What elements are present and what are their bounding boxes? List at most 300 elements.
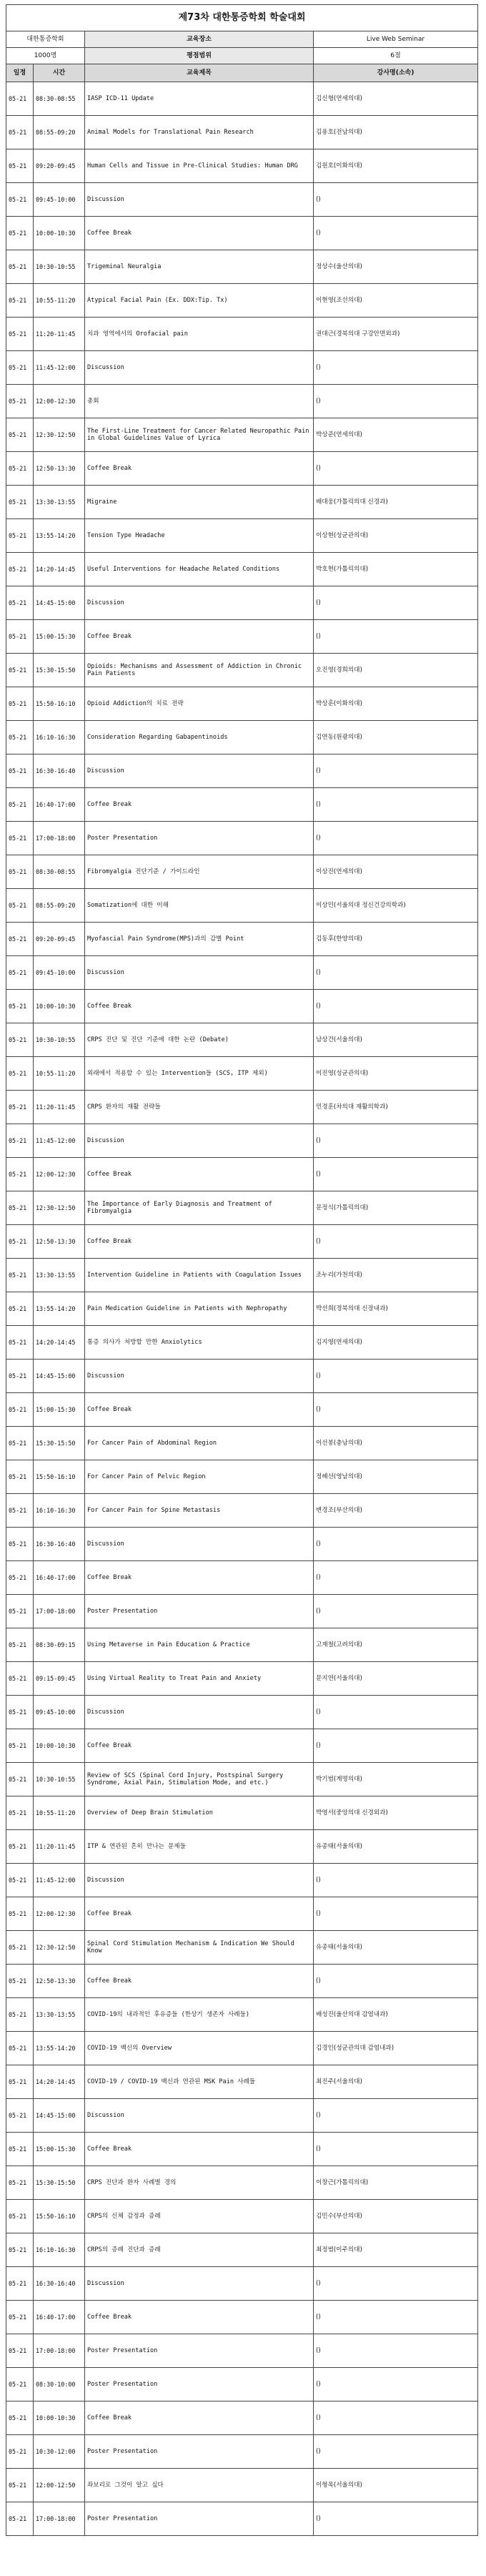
row-time: 09:20-09:45	[34, 149, 85, 183]
row-date: 05-21	[6, 418, 34, 452]
row-title: COVID-19 / COVID-19 백신과 연관된 MSK Pain 사례들	[85, 2065, 314, 2099]
row-time: 10:55-11:20	[34, 1057, 85, 1091]
row-date: 05-21	[6, 1965, 34, 1998]
row-speaker: ()	[314, 2435, 478, 2469]
row-speaker: ()	[314, 2402, 478, 2435]
table-row	[6, 1326, 478, 1360]
row-time: 16:30-16:40	[34, 2267, 85, 2301]
place-label: 교육장소	[85, 31, 314, 48]
row-date: 05-21	[6, 250, 34, 284]
row-speaker: 이상민(서울의대 정신건강의학과)	[314, 889, 478, 923]
row-time: 14:45-15:00	[34, 586, 85, 620]
row-time: 11:45-12:00	[34, 1124, 85, 1158]
row-title: Coffee Break	[85, 452, 314, 486]
row-time: 13:55-14:20	[34, 2032, 85, 2065]
row-speaker: 문정식(가톨릭의대)	[314, 1191, 478, 1225]
row-title: CRPS 진단과 환자 사례별 경의	[85, 2166, 314, 2200]
row-date: 05-21	[6, 1057, 34, 1091]
row-speaker: 오진영(경희의대)	[314, 654, 478, 687]
row-title: 통증 의사가 처방할 만한 Anxiolytics	[85, 1326, 314, 1360]
row-title: Tension Type Headache	[85, 519, 314, 553]
table-row	[6, 2267, 478, 2301]
table-row	[6, 2032, 478, 2065]
row-title: CRPS의 증례 진단과 증례	[85, 2233, 314, 2267]
row-date: 05-21	[6, 754, 34, 788]
row-date: 05-21	[6, 1696, 34, 1729]
row-time: 08:55-09:20	[34, 116, 85, 149]
row-date: 05-21	[6, 788, 34, 822]
row-date: 05-21	[6, 2502, 34, 2536]
header-time: 시간	[34, 64, 85, 82]
table-row	[6, 2435, 478, 2469]
row-speaker: 박호현(가톨릭의대)	[314, 553, 478, 586]
row-date: 05-21	[6, 1023, 34, 1057]
row-date: 05-21	[6, 1393, 34, 1427]
row-time: 12:00-12:30	[34, 385, 85, 418]
table-row	[6, 1965, 478, 1998]
table-row	[6, 1696, 478, 1729]
row-title: Coffee Break	[85, 1965, 314, 1998]
row-title: Discussion	[85, 1124, 314, 1158]
row-time: 11:20-11:45	[34, 318, 85, 351]
table-row	[6, 217, 478, 250]
row-time: 16:40-17:00	[34, 2301, 85, 2334]
row-speaker: 유종태(서울의대)	[314, 1931, 478, 1965]
table-row	[6, 1091, 478, 1124]
table-row	[6, 183, 478, 217]
row-time: 08:30-08:55	[34, 855, 85, 889]
row-speaker: 박상훈(이화의대)	[314, 687, 478, 721]
row-title: Discussion	[85, 1696, 314, 1729]
table-row	[6, 2368, 478, 2402]
row-time: 15:50-16:10	[34, 687, 85, 721]
row-title: The First-Line Treatment for Cancer Related Neuropathic Pain in Global Guidelines Value of Lyrica	[85, 418, 314, 452]
row-speaker: ()	[314, 1965, 478, 1998]
row-date: 05-21	[6, 2368, 34, 2402]
row-time: 13:30-13:55	[34, 1259, 85, 1292]
row-title: Review of SCS (Spinal Cord Injury, Postspinal Surgery Syndrome, Axial Pain, Stimulation Mode, and etc.)	[85, 1763, 314, 1796]
row-date: 05-21	[6, 1528, 34, 1561]
row-title: CRPS 진단 및 진단 기준에 대한 논란 (Debate)	[85, 1023, 314, 1057]
row-date: 05-21	[6, 385, 34, 418]
row-title: Poster Presentation	[85, 2435, 314, 2469]
row-time: 15:30-15:50	[34, 654, 85, 687]
row-title: 총회	[85, 385, 314, 418]
table-row	[6, 1595, 478, 1628]
row-date: 05-21	[6, 2402, 34, 2435]
row-time: 12:30-12:50	[34, 418, 85, 452]
row-time: 09:45-10:00	[34, 183, 85, 217]
row-title: Coffee Break	[85, 2301, 314, 2334]
row-date: 05-21	[6, 183, 34, 217]
row-time: 16:40-17:00	[34, 788, 85, 822]
row-date: 05-21	[6, 1326, 34, 1360]
table-row	[6, 990, 478, 1023]
row-title: Discussion	[85, 754, 314, 788]
row-time: 10:55-11:20	[34, 1796, 85, 1830]
row-title: Poster Presentation	[85, 822, 314, 855]
row-speaker: ()	[314, 620, 478, 654]
table-header	[6, 64, 478, 82]
table-row	[6, 519, 478, 553]
table-row	[6, 1057, 478, 1091]
row-speaker: 이형목(서울의대)	[314, 2469, 478, 2502]
row-date: 05-21	[6, 2469, 34, 2502]
table-row	[6, 452, 478, 486]
table-row	[6, 2133, 478, 2166]
row-date: 05-21	[6, 1124, 34, 1158]
row-time: 08:30-10:00	[34, 2368, 85, 2402]
table-row	[6, 822, 478, 855]
table-row	[6, 1796, 478, 1830]
row-time: 11:20-11:45	[34, 1830, 85, 1864]
row-time: 16:30-16:40	[34, 754, 85, 788]
row-title: Coffee Break	[85, 1393, 314, 1427]
row-title: For Cancer Pain of Pelvic Region	[85, 1460, 314, 1494]
row-date: 05-21	[6, 82, 34, 116]
row-date: 05-21	[6, 149, 34, 183]
row-title: Discussion	[85, 1360, 314, 1393]
row-date: 05-21	[6, 1091, 34, 1124]
row-speaker: 변경조(부산의대)	[314, 1494, 478, 1528]
row-time: 13:30-13:55	[34, 486, 85, 519]
row-speaker: ()	[314, 2099, 478, 2133]
schedule-table	[6, 4, 478, 2536]
row-date: 05-21	[6, 1830, 34, 1864]
row-speaker: ()	[314, 822, 478, 855]
row-time: 08:55-09:20	[34, 889, 85, 923]
table-row	[6, 1998, 478, 2032]
row-speaker: 김신형(연세의대)	[314, 82, 478, 116]
row-title: Coffee Break	[85, 2402, 314, 2435]
row-date: 05-21	[6, 1763, 34, 1796]
row-speaker: 이상진(연세의대)	[314, 855, 478, 889]
row-title: Discussion	[85, 956, 314, 990]
row-date: 05-21	[6, 1729, 34, 1763]
row-date: 05-21	[6, 1864, 34, 1897]
table-row	[6, 1628, 478, 1662]
row-time: 16:40-17:00	[34, 1561, 85, 1595]
row-time: 17:00-18:00	[34, 1595, 85, 1628]
row-title: CRPS의 신체 감정과 증례	[85, 2200, 314, 2233]
row-speaker: ()	[314, 1696, 478, 1729]
row-title: Trigeminal Neuralgia	[85, 250, 314, 284]
table-row	[6, 2334, 478, 2368]
table-row	[6, 2200, 478, 2233]
row-title: Pain Medication Guideline in Patients with Nephropathy	[85, 1292, 314, 1326]
header-date: 일정	[6, 64, 34, 82]
row-date: 05-21	[6, 1360, 34, 1393]
row-time: 17:00-18:00	[34, 2502, 85, 2536]
row-time: 11:45-12:00	[34, 1864, 85, 1897]
row-date: 05-21	[6, 1225, 34, 1259]
table-row	[6, 1864, 478, 1897]
credit-value: 6점	[314, 48, 478, 64]
row-speaker: 박영서(중앙의대 신경외과)	[314, 1796, 478, 1830]
row-date: 05-21	[6, 2200, 34, 2233]
table-row	[6, 721, 478, 754]
row-date: 05-21	[6, 519, 34, 553]
row-title: Useful Interventions for Headache Related Conditions	[85, 553, 314, 586]
row-time: 15:00-15:30	[34, 620, 85, 654]
row-speaker: ()	[314, 1158, 478, 1191]
row-speaker: 이선봉(충남의대)	[314, 1427, 478, 1460]
row-speaker: ()	[314, 2301, 478, 2334]
row-title: Coffee Break	[85, 1561, 314, 1595]
table-row	[6, 2065, 478, 2099]
table-row	[6, 687, 478, 721]
table-row	[6, 654, 478, 687]
row-speaker: 조누리(가천의대)	[314, 1259, 478, 1292]
row-title: Opioid Addiction의 치료 전략	[85, 687, 314, 721]
row-time: 14:45-15:00	[34, 1360, 85, 1393]
row-speaker: ()	[314, 1864, 478, 1897]
row-title: CRPS 환자의 재활 전략들	[85, 1091, 314, 1124]
row-date: 05-21	[6, 1897, 34, 1931]
row-speaker: ()	[314, 351, 478, 385]
row-date: 05-21	[6, 1427, 34, 1460]
row-title: Somatization에 대한 이해	[85, 889, 314, 923]
table-row	[6, 956, 478, 990]
row-time: 15:00-15:30	[34, 2133, 85, 2166]
place-value: Live Web Seminar	[314, 31, 478, 48]
row-speaker: 김동후(한양의대)	[314, 923, 478, 956]
row-speaker: 정혜선(영남의대)	[314, 1460, 478, 1494]
row-speaker: ()	[314, 385, 478, 418]
row-date: 05-21	[6, 1931, 34, 1965]
row-time: 14:20-14:45	[34, 1326, 85, 1360]
table-row	[6, 1393, 478, 1427]
row-title: COVID-19 백신의 Overview	[85, 2032, 314, 2065]
row-time: 17:00-18:00	[34, 2334, 85, 2368]
row-time: 10:30-10:55	[34, 1023, 85, 1057]
row-time: 10:30-10:55	[34, 250, 85, 284]
row-time: 10:55-11:20	[34, 284, 85, 318]
table-row	[6, 1931, 478, 1965]
table-row	[6, 149, 478, 183]
organizer-name: 대한통증학회	[6, 31, 85, 48]
row-date: 05-21	[6, 284, 34, 318]
row-date: 05-21	[6, 318, 34, 351]
row-title: Using Metaverse in Pain Education & Practice	[85, 1628, 314, 1662]
row-title: Discussion	[85, 2099, 314, 2133]
row-speaker: ()	[314, 788, 478, 822]
row-date: 05-21	[6, 2301, 34, 2334]
table-row	[6, 2233, 478, 2267]
row-date: 05-21	[6, 654, 34, 687]
row-time: 11:20-11:45	[34, 1091, 85, 1124]
row-date: 05-21	[6, 586, 34, 620]
table-row	[6, 1897, 478, 1931]
row-time: 17:00-18:00	[34, 822, 85, 855]
row-speaker: 이창근(가톨릭의대)	[314, 2166, 478, 2200]
row-time: 15:30-15:50	[34, 2166, 85, 2200]
row-time: 13:55-14:20	[34, 1292, 85, 1326]
row-speaker: 김연동(원광의대)	[314, 721, 478, 754]
capacity-value: 1000명	[6, 48, 85, 64]
table-row	[6, 1561, 478, 1595]
row-date: 05-21	[6, 889, 34, 923]
row-time: 12:50-13:30	[34, 452, 85, 486]
row-time: 12:00-12:50	[34, 2469, 85, 2502]
row-title: 치과 영역에서의 Orofacial pain	[85, 318, 314, 351]
row-title: Spinal Cord Stimulation Mechanism & Indication We Should Know	[85, 1931, 314, 1965]
row-title: Migraine	[85, 486, 314, 519]
row-date: 05-21	[6, 2032, 34, 2065]
row-title: Coffee Break	[85, 217, 314, 250]
row-title: Fibromyalgia 진단기준 / 가이드라인	[85, 855, 314, 889]
row-title: Coffee Break	[85, 1729, 314, 1763]
row-speaker: 최정범(이주의대)	[314, 2233, 478, 2267]
row-speaker: ()	[314, 1729, 478, 1763]
row-title: The Importance of Early Diagnosis and Treatment of Fibromyalgia	[85, 1191, 314, 1225]
table-row	[6, 1158, 478, 1191]
row-title: ITP & 연관된 흔히 만나는 문제들	[85, 1830, 314, 1864]
row-date: 05-21	[6, 2099, 34, 2133]
row-speaker: 김경인(성균관의대 감염내과)	[314, 2032, 478, 2065]
row-speaker: ()	[314, 1528, 478, 1561]
row-date: 05-21	[6, 116, 34, 149]
row-speaker: ()	[314, 1124, 478, 1158]
table-row	[6, 385, 478, 418]
row-speaker: ()	[314, 1393, 478, 1427]
row-date: 05-21	[6, 486, 34, 519]
row-date: 05-21	[6, 1595, 34, 1628]
row-speaker: ()	[314, 2334, 478, 2368]
row-speaker: 배대웅(가톨릭의대 신경과)	[314, 486, 478, 519]
row-speaker: 문지연(서울의대)	[314, 1662, 478, 1696]
row-speaker: ()	[314, 2133, 478, 2166]
row-date: 05-21	[6, 620, 34, 654]
row-speaker: 박상준(연세의대)	[314, 418, 478, 452]
row-date: 05-21	[6, 1662, 34, 1696]
table-row	[6, 351, 478, 385]
row-time: 16:30-16:40	[34, 1528, 85, 1561]
row-date: 05-21	[6, 553, 34, 586]
row-date: 05-21	[6, 1628, 34, 1662]
row-time: 09:45-10:00	[34, 1696, 85, 1729]
row-title: Discussion	[85, 2267, 314, 2301]
row-title: Poster Presentation	[85, 2502, 314, 2536]
row-date: 05-21	[6, 923, 34, 956]
row-time: 10:00-10:30	[34, 2402, 85, 2435]
table-row	[6, 418, 478, 452]
row-time: 12:00-12:30	[34, 1158, 85, 1191]
row-date: 05-21	[6, 1191, 34, 1225]
row-speaker: 남상건(서울의대)	[314, 1023, 478, 1057]
table-row	[6, 116, 478, 149]
row-time: 10:00-10:30	[34, 990, 85, 1023]
table-row	[6, 889, 478, 923]
row-title: Myofascial Pain Syndrome(MPS)과의 감별 Point	[85, 923, 314, 956]
info-row-2	[6, 48, 478, 64]
table-row	[6, 2099, 478, 2133]
row-time: 12:00-12:30	[34, 1897, 85, 1931]
row-date: 05-21	[6, 2233, 34, 2267]
table-row	[6, 1729, 478, 1763]
table-row	[6, 1494, 478, 1528]
row-speaker: 박기범(계명의대)	[314, 1763, 478, 1796]
row-speaker: 박선희(경북의대 신장내과)	[314, 1292, 478, 1326]
row-speaker: ()	[314, 1225, 478, 1259]
row-time: 08:30-09:15	[34, 1628, 85, 1662]
table-row	[6, 1225, 478, 1259]
table-row	[6, 250, 478, 284]
table-row	[6, 2402, 478, 2435]
row-speaker: 유종태(서울의대)	[314, 1830, 478, 1864]
row-speaker: ()	[314, 1561, 478, 1595]
row-date: 05-21	[6, 1998, 34, 2032]
row-time: 15:30-15:50	[34, 1427, 85, 1460]
table-row	[6, 1427, 478, 1460]
row-time: 14:20-14:45	[34, 553, 85, 586]
row-date: 05-21	[6, 1158, 34, 1191]
row-date: 05-21	[6, 2435, 34, 2469]
table-row	[6, 2166, 478, 2200]
row-time: 10:30-10:55	[34, 1763, 85, 1796]
table-row	[6, 284, 478, 318]
row-date: 05-21	[6, 822, 34, 855]
row-speaker: 민경훈(차의대 재활의학과)	[314, 1091, 478, 1124]
row-date: 05-21	[6, 687, 34, 721]
row-speaker: 김민수(부산의대)	[314, 2200, 478, 2233]
table-row	[6, 82, 478, 116]
row-time: 15:00-15:30	[34, 1393, 85, 1427]
row-date: 05-21	[6, 1259, 34, 1292]
row-date: 05-21	[6, 2133, 34, 2166]
table-row	[6, 553, 478, 586]
row-title: IASP ICD-11 Update	[85, 82, 314, 116]
row-title: Coffee Break	[85, 788, 314, 822]
row-speaker: 권대근(경북의대 구강안면외과)	[314, 318, 478, 351]
table-row	[6, 1662, 478, 1696]
table-row	[6, 1528, 478, 1561]
row-title: Coffee Break	[85, 1158, 314, 1191]
row-date: 05-21	[6, 1796, 34, 1830]
row-time: 10:30-12:00	[34, 2435, 85, 2469]
row-time: 14:20-14:45	[34, 2065, 85, 2099]
row-date: 05-21	[6, 1460, 34, 1494]
row-title: 좌보리로 그것이 알고 싶다	[85, 2469, 314, 2502]
row-date: 05-21	[6, 217, 34, 250]
row-title: Using Virtual Reality to Treat Pain and Anxiety	[85, 1662, 314, 1696]
row-title: Discussion	[85, 1528, 314, 1561]
row-speaker: 고재철(고려의대)	[314, 1628, 478, 1662]
row-speaker: ()	[314, 586, 478, 620]
row-time: 10:00-10:30	[34, 217, 85, 250]
row-time: 09:45-10:00	[34, 956, 85, 990]
row-speaker: ()	[314, 1595, 478, 1628]
schedule-document	[6, 4, 477, 2536]
row-date: 05-21	[6, 2166, 34, 2200]
table-row	[6, 2301, 478, 2334]
row-time: 08:30-08:55	[34, 82, 85, 116]
row-speaker: ()	[314, 2267, 478, 2301]
table-row	[6, 923, 478, 956]
row-speaker: ()	[314, 217, 478, 250]
row-time: 14:45-15:00	[34, 2099, 85, 2133]
row-time: 12:30-12:50	[34, 1191, 85, 1225]
table-row	[6, 2502, 478, 2536]
row-date: 05-21	[6, 956, 34, 990]
row-time: 12:50-13:30	[34, 1225, 85, 1259]
row-speaker: ()	[314, 956, 478, 990]
row-date: 05-21	[6, 2267, 34, 2301]
info-row-1	[6, 31, 478, 48]
table-row	[6, 1259, 478, 1292]
row-title: Opioids: Mechanisms and Assessment of Addiction in Chronic Pain Patients	[85, 654, 314, 687]
row-title: Discussion	[85, 586, 314, 620]
